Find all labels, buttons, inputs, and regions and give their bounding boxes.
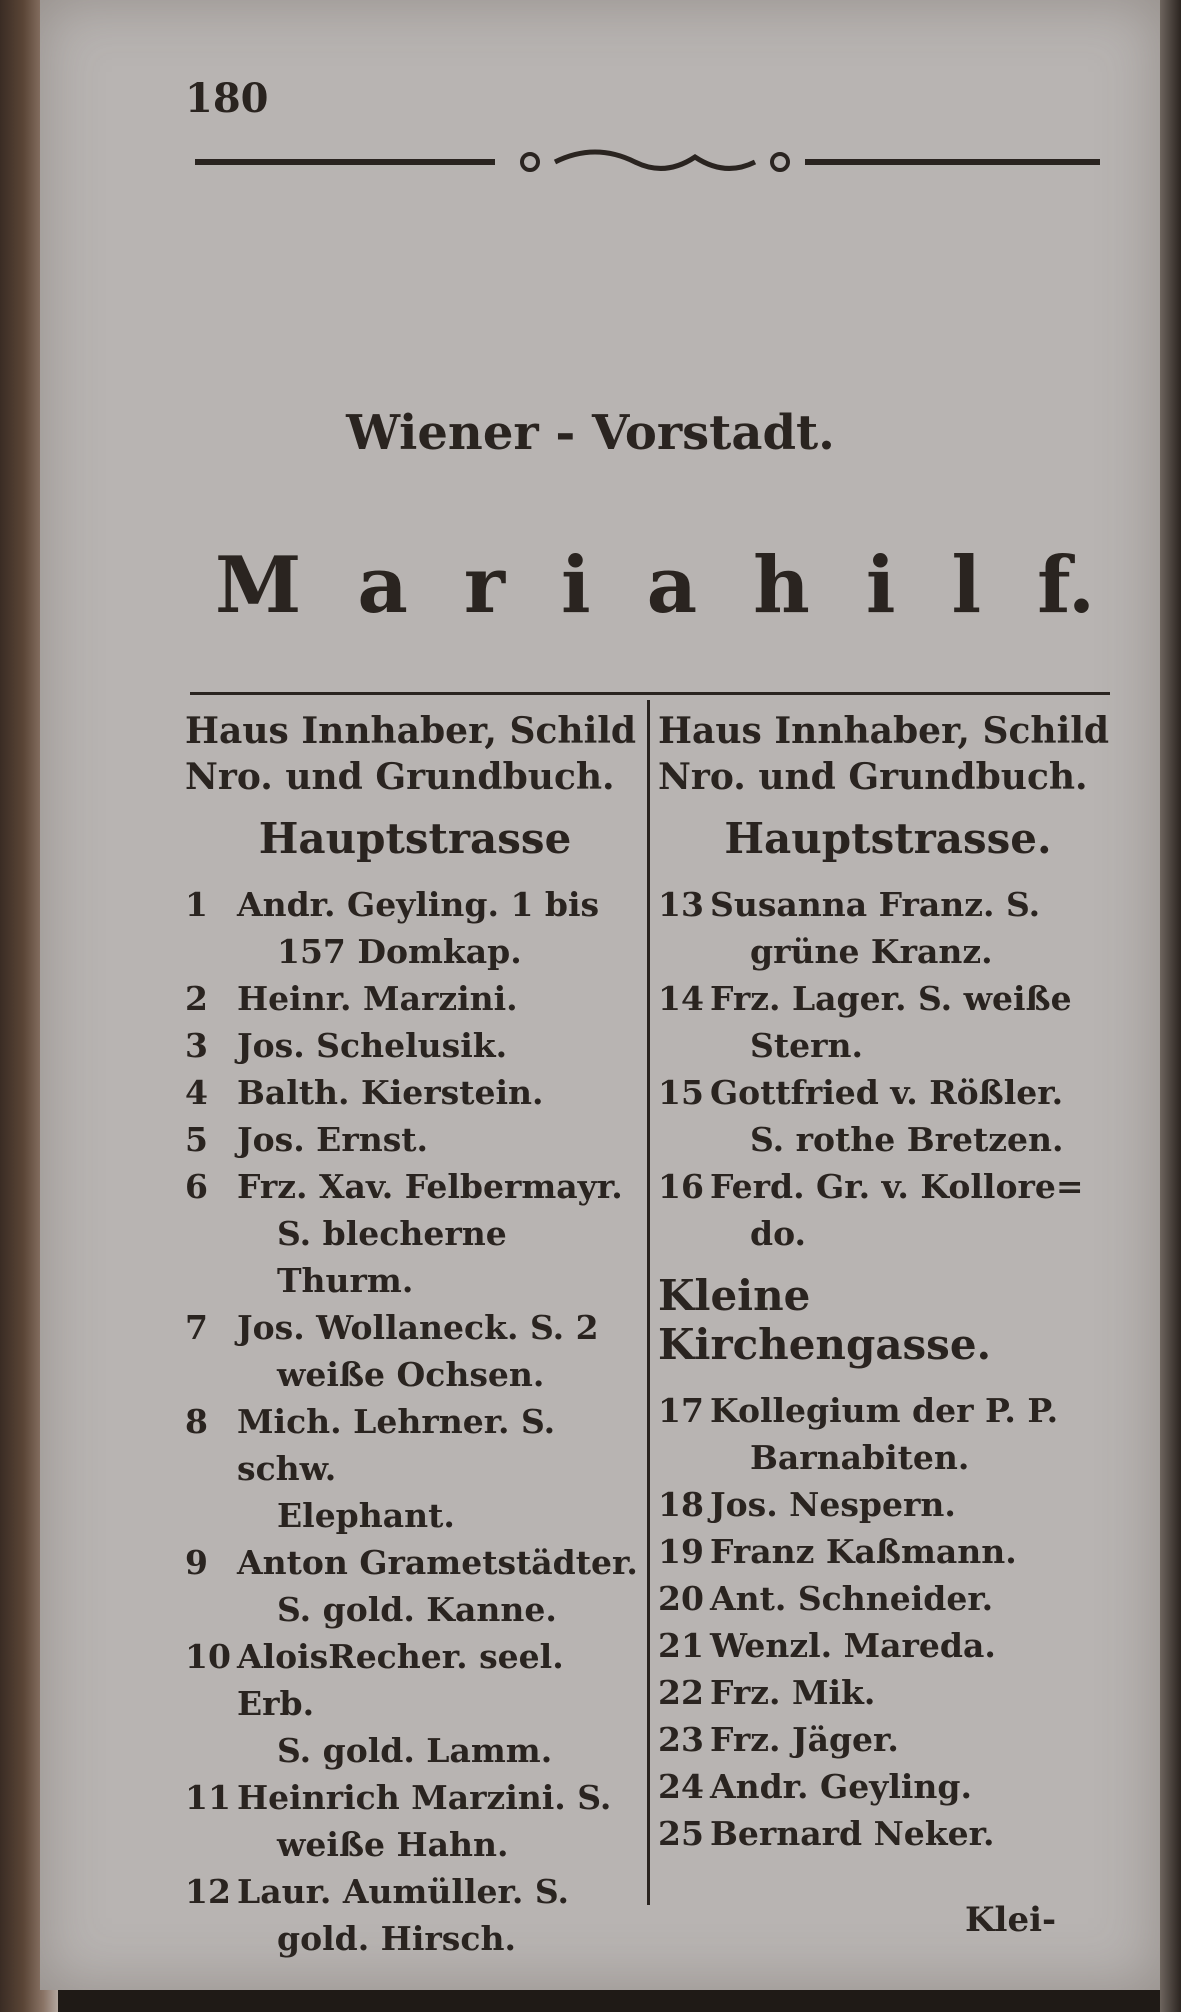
owner-text: Jos. Ernst. [237, 1120, 429, 1159]
list-item [185, 1163, 645, 1304]
street-heading: Hauptstrasse [258, 814, 572, 863]
title-letter: a [357, 540, 408, 631]
list-item [185, 1116, 645, 1163]
list-item [185, 1398, 645, 1539]
owner-text: Susanna Franz. S. grüne Kranz. [710, 885, 1041, 971]
title-letter: M [215, 540, 302, 631]
column-divider [647, 700, 650, 1905]
house-number: 3 [185, 1026, 208, 1065]
house-number: 20 [658, 1579, 704, 1618]
owner-text: Franz Kaßmann. [710, 1532, 1017, 1571]
owner-text: Andr. Geyling. 1 bis 157 Domkap. [237, 885, 600, 971]
list-item [658, 1163, 1118, 1257]
house-number: 7 [185, 1308, 208, 1347]
list-item [185, 1069, 645, 1116]
house-number: 17 [658, 1391, 704, 1430]
list-item [658, 1622, 1118, 1669]
owner-text: Frz. Mik. [710, 1673, 876, 1712]
page-title [215, 540, 1095, 631]
entry-list [185, 881, 645, 1962]
house-number: 10 [185, 1637, 231, 1676]
house-number: 6 [185, 1167, 208, 1206]
catchword: Klei- [965, 1900, 1057, 1940]
street-heading: Hauptstrasse. [724, 814, 1052, 863]
owner-text: Ferd. Gr. v. Kollore= do. [710, 1167, 1084, 1253]
title-letter: a [646, 540, 698, 631]
owner-text: Balth. Kierstein. [237, 1073, 544, 1112]
list-item [185, 1633, 645, 1774]
page-number: 180 [185, 75, 269, 122]
owner-text: Wenzl. Mareda. [710, 1626, 996, 1665]
list-item [658, 1481, 1118, 1528]
owner-text: Anton Grametstädter. S. gold. Kanne. [237, 1543, 638, 1629]
house-number: 16 [658, 1167, 704, 1206]
column-header [658, 708, 1118, 800]
title-letter: r [463, 540, 505, 631]
right-column [658, 708, 1118, 1857]
list-item [658, 881, 1118, 975]
owner-text: Frz. Lager. S. weiße Stern. [710, 979, 1072, 1065]
house-number: 14 [658, 979, 704, 1018]
owner-text: Bernard Neker. [710, 1814, 995, 1853]
owner-text: Heinr. Marzini. [237, 979, 518, 1018]
title-letter: i [560, 540, 591, 631]
house-number: 21 [658, 1626, 704, 1665]
column-header [185, 708, 645, 800]
list-item [658, 1387, 1118, 1481]
header-line: Haus Innhaber, Schild [658, 710, 1110, 752]
title-letter: h [753, 540, 810, 631]
house-number: 23 [658, 1720, 704, 1759]
page-edge [1160, 0, 1181, 2012]
house-number: 8 [185, 1402, 208, 1441]
owner-text: Jos. Wollaneck. S. 2 weiße Ochsen. [237, 1308, 599, 1394]
house-number: 1 [185, 885, 208, 924]
house-number: 25 [658, 1814, 704, 1853]
list-item [658, 1528, 1118, 1575]
owner-text: Frz. Xav. Felbermayr. S. blecherne Thurm. [237, 1167, 623, 1300]
entry-list [658, 881, 1118, 1257]
header-line: Haus Innhaber, Schild [185, 710, 637, 752]
owner-text: Laur. Aumüller. S. gold. Hirsch. [237, 1872, 569, 1958]
title-letter: l [951, 540, 982, 631]
list-item [185, 881, 645, 975]
header-line: Nro. und Grundbuch. [658, 756, 1088, 798]
list-item [185, 975, 645, 1022]
house-number: 13 [658, 885, 704, 924]
owner-text: Andr. Geyling. [710, 1767, 972, 1806]
title-letter: i [865, 540, 896, 631]
list-item [658, 1810, 1118, 1857]
owner-text: Mich. Lehrner. S. schw. Elephant. [237, 1402, 556, 1535]
owner-text: Jos. Schelusik. [237, 1026, 508, 1065]
list-item [185, 1868, 645, 1962]
house-number: 12 [185, 1872, 231, 1911]
owner-text: Ant. Schneider. [710, 1579, 994, 1618]
house-number: 22 [658, 1673, 704, 1712]
owner-text: Kollegium der P. P. Barnabiten. [710, 1391, 1059, 1477]
owner-text: Frz. Jäger. [710, 1720, 899, 1759]
house-number: 2 [185, 979, 208, 1018]
house-number: 9 [185, 1543, 208, 1582]
header-line: Nro. und Grundbuch. [185, 756, 615, 798]
list-item [658, 1669, 1118, 1716]
list-item [658, 975, 1118, 1069]
left-column [185, 708, 645, 1962]
entry-list [658, 1387, 1118, 1857]
house-number: 11 [185, 1778, 231, 1817]
house-number: 5 [185, 1120, 208, 1159]
list-item [185, 1774, 645, 1868]
list-item [658, 1069, 1118, 1163]
street-heading: Kleine Kirchengasse. [658, 1271, 992, 1369]
title-letter: f. [1037, 540, 1095, 631]
list-item [658, 1575, 1118, 1622]
table-top-rule [190, 692, 1110, 695]
owner-text: Heinrich Marzini. S. weiße Hahn. [237, 1778, 612, 1864]
list-item [658, 1716, 1118, 1763]
owner-text: AloisRecher. seel. Erb. S. gold. Lamm. [237, 1637, 564, 1770]
ornament-divider [195, 142, 1100, 182]
owner-text: Jos. Nespern. [710, 1485, 956, 1524]
owner-text: Gottfried v. Rößler. S. rothe Bretzen. [710, 1073, 1064, 1159]
list-item [185, 1022, 645, 1069]
house-number: 4 [185, 1073, 208, 1112]
list-item [658, 1763, 1118, 1810]
house-number: 15 [658, 1073, 704, 1112]
list-item [185, 1304, 645, 1398]
house-number: 19 [658, 1532, 704, 1571]
list-item [185, 1539, 645, 1633]
district-heading: Wiener - Vorstadt. [346, 405, 835, 461]
house-number: 18 [658, 1485, 704, 1524]
house-number: 24 [658, 1767, 704, 1806]
